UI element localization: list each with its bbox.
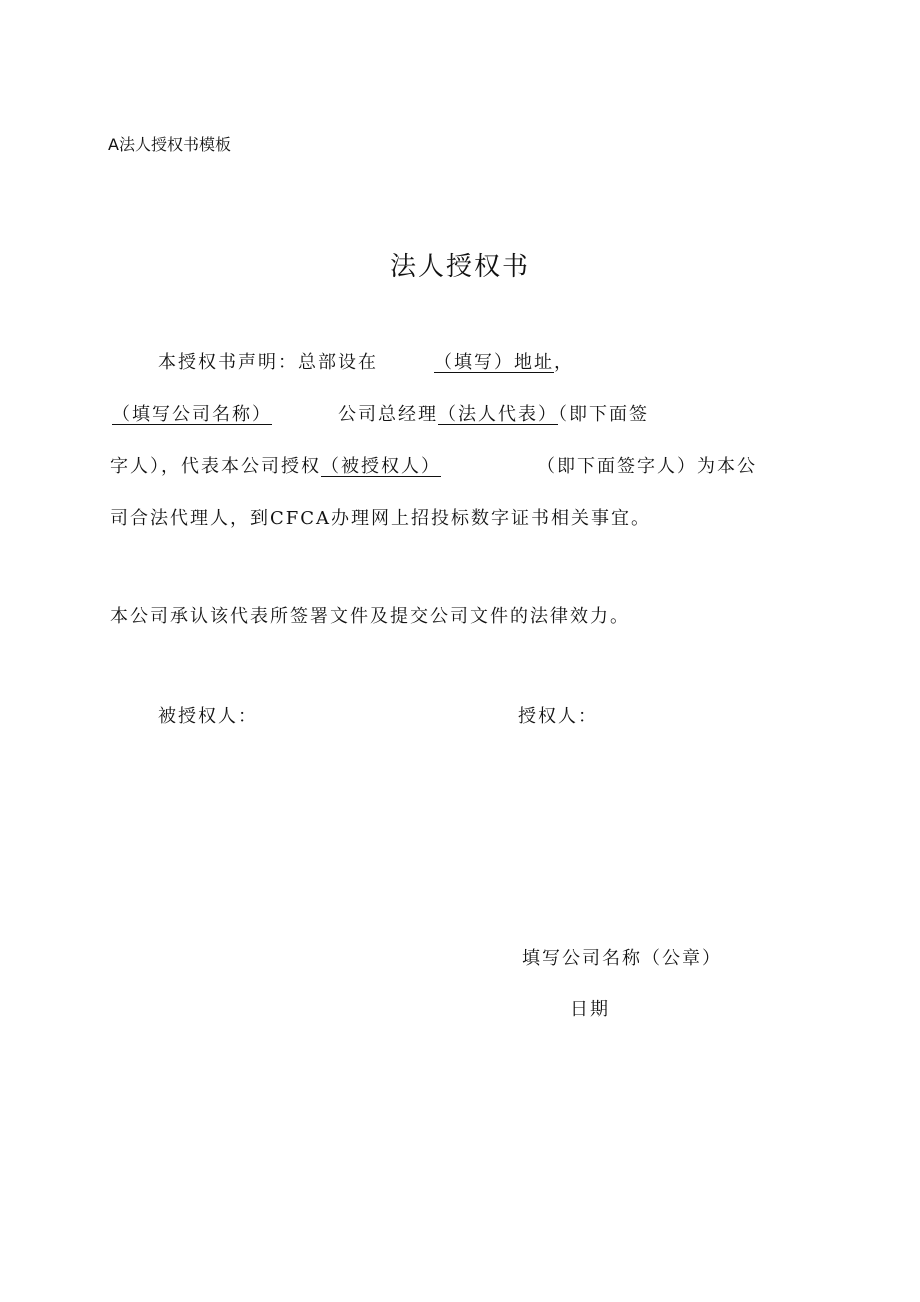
declaration-lead: 本授权书声明：总部设在 <box>158 352 378 373</box>
general-manager-text: 公司总经理 <box>338 404 438 425</box>
declaration-line-2 <box>112 400 649 426</box>
declaration-comma: ， <box>554 352 574 373</box>
authorization-trail: （即下面签字人）为本公 <box>537 456 757 477</box>
legal-representative-blank: （法人代表） <box>438 404 558 425</box>
company-seal-line: 填写公司名称（公章） <box>522 948 722 969</box>
declaration-line-3 <box>110 452 757 478</box>
declaration-line-4: 司合法代理人，到CFCA办理网上招投标数字证书相关事宜。 <box>110 508 652 529</box>
grantee-blank: （被授权人） <box>321 456 441 477</box>
address-blank: （填写）地址 <box>434 352 554 373</box>
company-name-blank: （填写公司名称） <box>112 404 272 425</box>
grantor-signature-label: 授权人： <box>518 706 598 727</box>
date-line: 日期 <box>570 999 610 1020</box>
document-title: 法人授权书 <box>389 252 530 282</box>
authorization-lead: 字人），代表本公司授权 <box>110 456 321 477</box>
document-header: A法人授权书模板 <box>108 135 231 154</box>
grantee-signature-label: 被授权人： <box>158 706 258 727</box>
signatory-note-start: （即下面签 <box>558 404 649 425</box>
declaration-line-1 <box>158 348 574 374</box>
acknowledgement-line: 本公司承认该代表所签署文件及提交公司文件的法律效力。 <box>110 606 630 627</box>
